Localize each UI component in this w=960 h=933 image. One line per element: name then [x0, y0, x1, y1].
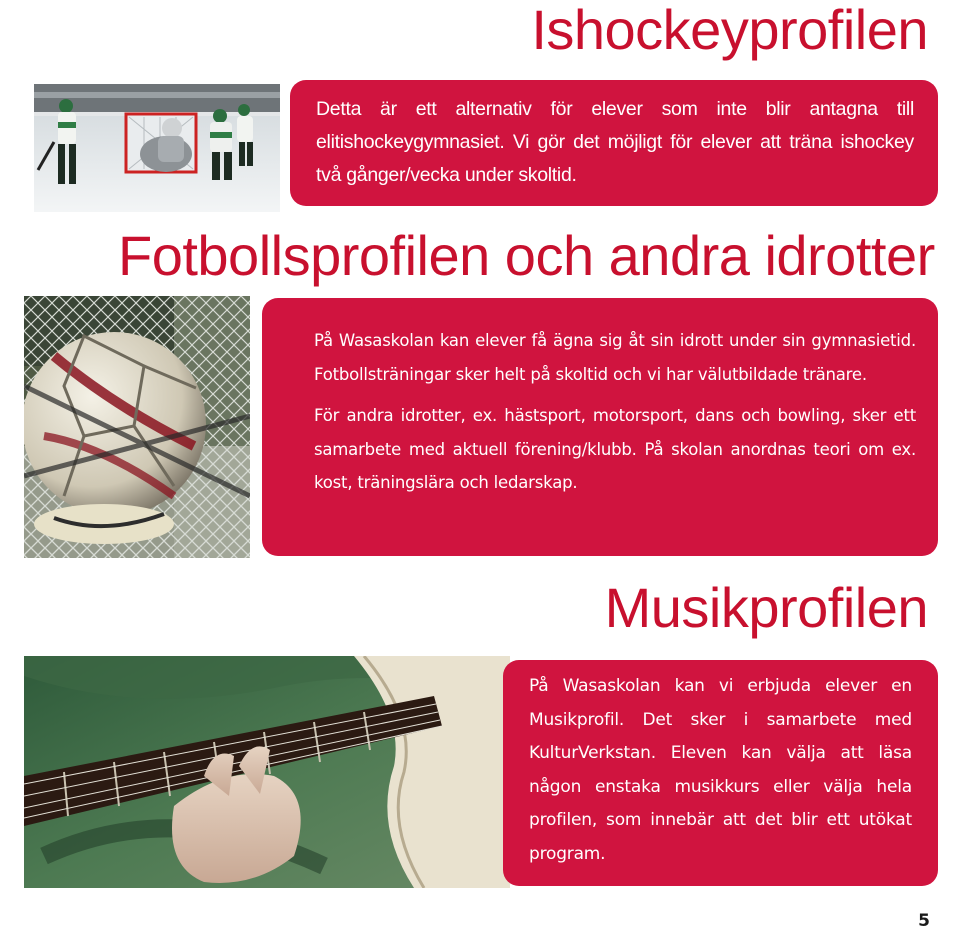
- football-info-box: [262, 298, 938, 556]
- football-paragraph-1: På Wasaskolan kan elever få ägna sig åt sin idrott under sin gymnasietid. Fotbollsträningar sker helt på skoltid och vi har välutbildade tränare.: [314, 331, 916, 384]
- hockey-players-photo: [34, 84, 280, 212]
- hockey-info-box: [290, 80, 938, 206]
- guitar-player-photo: [24, 656, 510, 888]
- music-description: På Wasaskolan kan vi erbjuda elever en Musikprofil. Det sker i samarbete med KulturVerkstan. Eleven kan välja att läsa någon enstaka musikkurs eller välja hela profilen, som innebär att det blir ett utökat program.: [529, 676, 912, 864]
- football-in-net-photo: [24, 296, 250, 558]
- music-info-box: [503, 660, 938, 886]
- hockey-profile-title: Ishockeyprofilen: [531, 0, 928, 61]
- football-paragraph-2: För andra idrotter, ex. hästsport, motorsport, dans och bowling, sker ett samarbete med aktuell förening/klubb. På skolan anordnas teori om ex. kost, träningslära och ledarskap.: [314, 406, 916, 492]
- hockey-description: Detta är ett alternativ för elever som inte blir antagna till elitishockeygymnasiet. Vi gör det möjligt för elever att träna ishockey två gånger/vecka under skoltid.: [316, 98, 914, 186]
- football-profile-title: Fotbollsprofilen och andra idrotter: [118, 224, 935, 287]
- page-number: 5: [918, 911, 930, 931]
- music-profile-title: Musikprofilen: [604, 576, 928, 639]
